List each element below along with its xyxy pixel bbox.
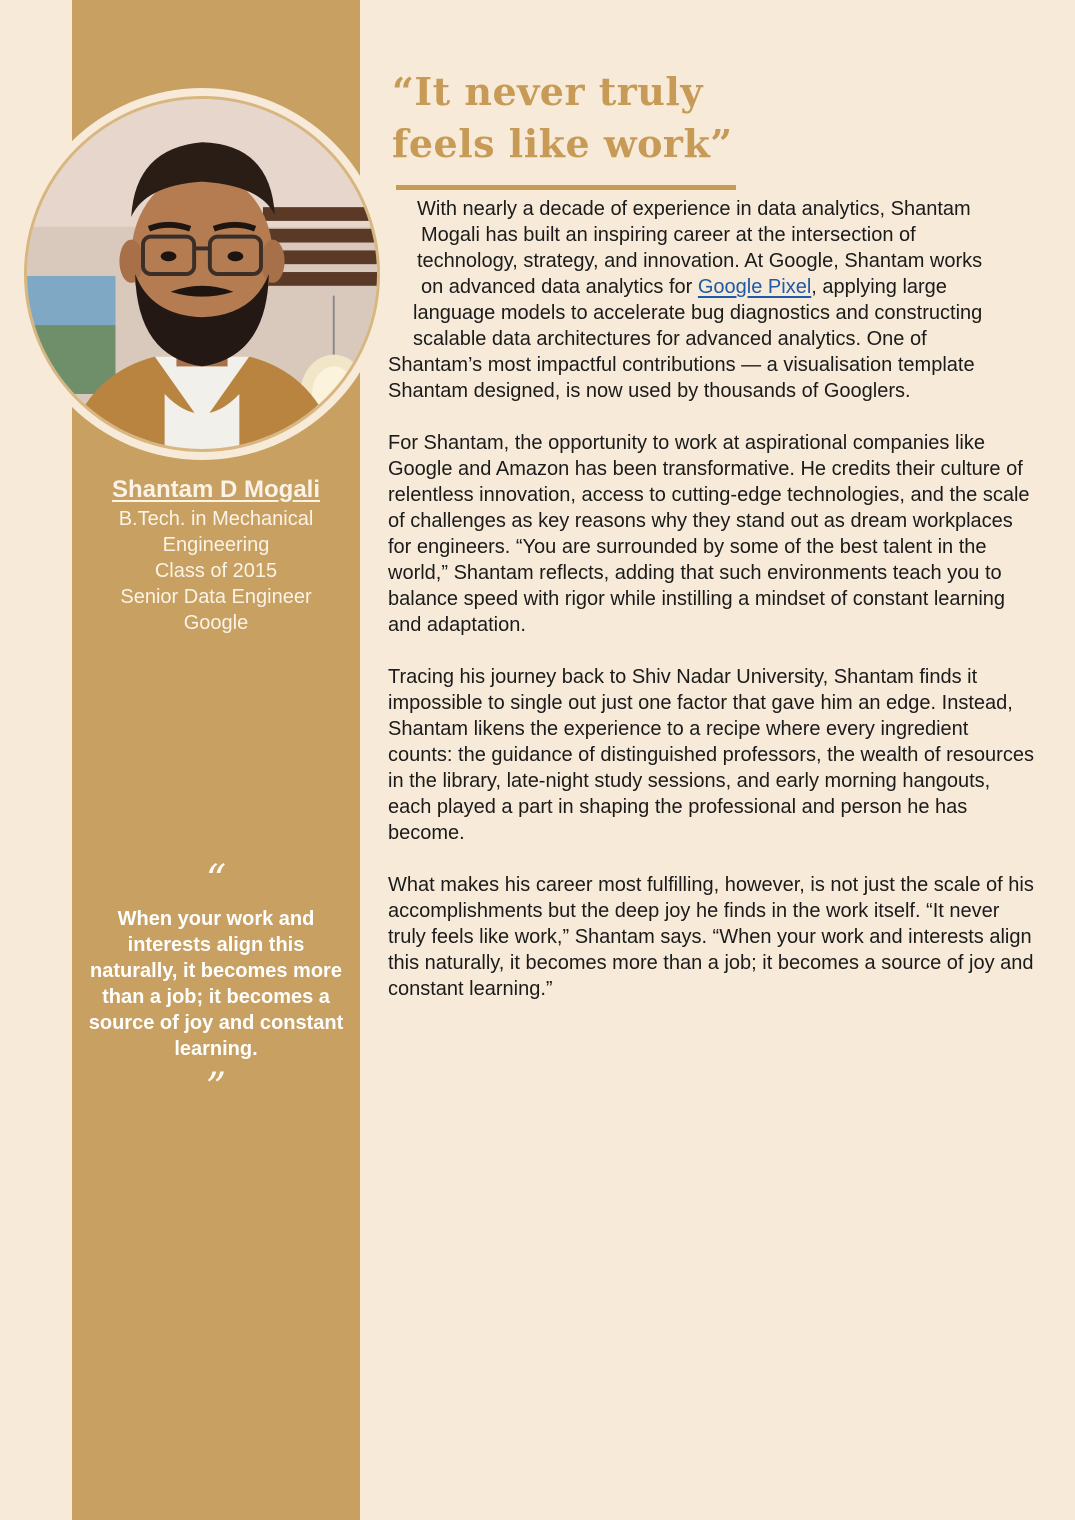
profile-degree-line1: B.Tech. in Mechanical xyxy=(118,508,314,530)
article-paragraph-1 xyxy=(388,196,1038,404)
p1-line: Mogali has built an inspiring career at the intersection of xyxy=(421,224,916,246)
profile-photo xyxy=(24,96,380,452)
p1-line: language models to accelerate bug diagnostics and constructing xyxy=(413,302,983,324)
profile-role: Senior Data Engineer xyxy=(120,586,312,608)
profile-company: Google xyxy=(183,612,249,634)
p1-line-with-link xyxy=(388,274,1038,300)
p1-line: scalable data architectures for advanced analytics. One of xyxy=(413,328,927,350)
close-quote-icon: ” xyxy=(205,1065,227,1111)
p1-line: With nearly a decade of experience in data analytics, Shantam xyxy=(417,198,971,220)
profile-degree-line2: Engineering xyxy=(162,534,270,556)
profile-name[interactable]: Shantam D Mogali xyxy=(111,476,321,503)
profile-info xyxy=(72,474,360,636)
p1-line: technology, strategy, and innovation. At Google, Shantam works xyxy=(417,250,983,272)
article-paragraph-3: Tracing his journey back to Shiv Nadar University, Shantam finds it impossible to single out just one factor that gave him an edge. Instead, Shantam likens the experience to a recipe where every ingredient counts: the guidance of distinguished professors, the wealth of resources in the library, late-night study sessions, and early morning hangouts, each played a part in shaping the professional and person he has become. xyxy=(388,666,1034,844)
sidebar-quote xyxy=(72,857,360,1111)
article-paragraph-2: For Shantam, the opportunity to work at aspirational companies like Google and Amazon has been transformative. He credits their culture of relentless innovation, access to cutting-edge technologies, and the scale of challenges as key reasons why they stand out as dream workplaces for engineers. “You are surrounded by some of the best talent in the world,” Shantam reflects, adding that such environments teach you to balance speed with rigor while instilling a mindset of constant learning and adaptation. xyxy=(388,432,1030,636)
p1-line: Shantam’s most impactful contributions — a visualisation template xyxy=(388,354,975,376)
google-pixel-link[interactable]: Google Pixel xyxy=(697,276,812,298)
title-divider xyxy=(396,185,736,190)
p1-line-after-link: , applying large xyxy=(811,276,947,298)
article-title: “It never truly feels like work” xyxy=(392,69,733,166)
p1-line: Shantam designed, is now used by thousands of Googlers. xyxy=(388,380,911,402)
article-paragraph-4: What makes his career most fulfilling, however, is not just the scale of his accomplishments but the deep joy he finds in the work itself. “It never truly feels like work,” Shantam says. “When your work and interests align this naturally, it becomes more than a job; it becomes a source of joy and constant learning.” xyxy=(388,874,1034,1000)
profile-class: Class of 2015 xyxy=(154,560,278,582)
profile-photo-frame xyxy=(16,88,388,460)
sidebar-quote-text: When your work and interests align this naturally, it becomes more than a job; it becomes a source of joy and constant learning. xyxy=(88,908,344,1060)
p1-line-before-link: on advanced data analytics for xyxy=(421,276,698,298)
article-body xyxy=(388,196,1038,1028)
open-quote-icon: “ xyxy=(205,857,227,903)
